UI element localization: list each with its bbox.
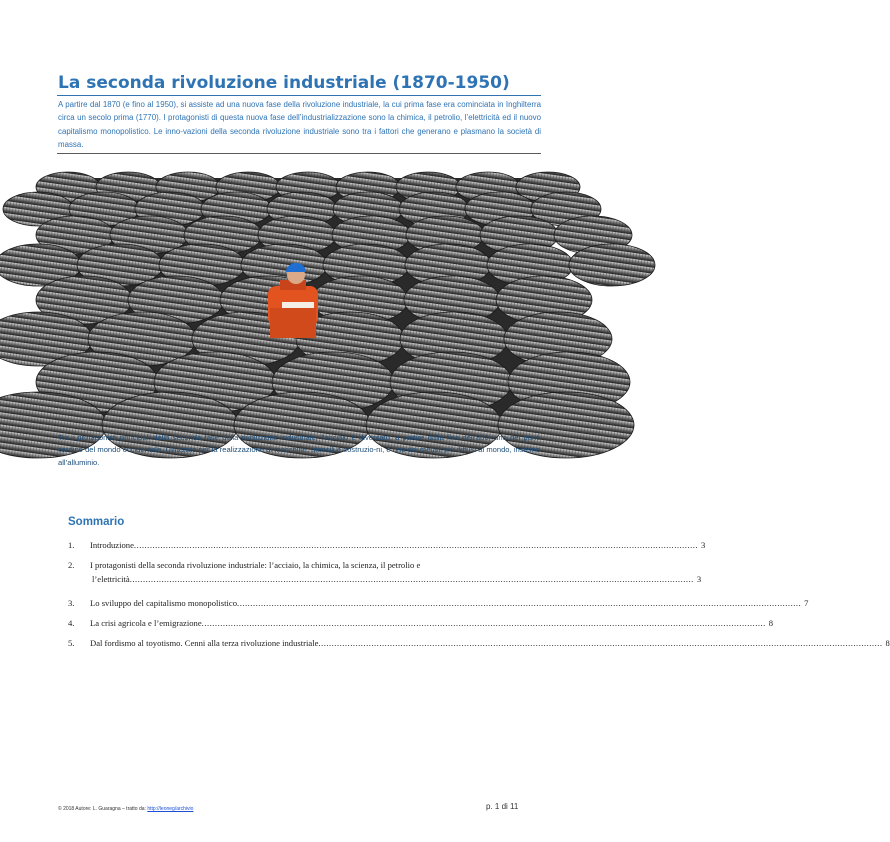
toc-page-number: 8 <box>885 638 890 648</box>
toc-leader-dots: ..................................................................................................................................................................................................................... <box>129 574 694 584</box>
toc-page-number: 8 <box>768 618 774 628</box>
toc-page-number: 3 <box>696 574 702 584</box>
toc-item-label: Dal fordismo al toyotismo. Cenni alla terza rivoluzione industriale <box>90 638 319 648</box>
toc-page-number: 7 <box>804 598 809 608</box>
page-title: La seconda rivoluzione industriale (1870-1950) <box>58 73 510 93</box>
steel-coils-photo <box>58 178 540 430</box>
toc-leader-dots: ..................................................................................................................................................................................................................... <box>237 598 802 608</box>
toc-heading: Sommario <box>68 516 125 528</box>
toc-item-label: Introduzione <box>90 540 134 550</box>
footer-link[interactable]: http://leoneg/archivio <box>147 806 194 812</box>
toc-leader-dots: ..................................................................................................................................................................................................................... <box>201 618 766 628</box>
toc-leader-dots: ..................................................................................................................................................................................................................... <box>133 540 699 550</box>
toc-leader-dots: ..................................................................................................................................................................................................................... <box>318 638 883 648</box>
toc-item-label: La crisi agricola e l’emigrazione <box>90 618 202 628</box>
intro-divider <box>57 153 541 154</box>
intro-paragraph: A partire dal 1870 (e fino al 1950), si assiste ad una nuova fase della rivoluzione industriale, la cui prima fase era cominciata in Inghilterra circa un secolo prima (1770). I protagonisti di questa nuova fase dell’industrializzazione sono la chimica, il petrolio, l’elettricità ed il nuovo capitalismo monopolistico. Le inno-vazioni della seconda rivoluzione industriale sono tra i fattori che generano e plasmano la società di massa. <box>58 100 541 150</box>
toc-item-label: Lo sviluppo del capitalismo monopolistico <box>90 598 238 608</box>
page-number: p. 1 di 11 <box>486 802 519 811</box>
photo-caption: Tra i protagonisti principali della seconda fase della rivoluzione industriale, l’acciaio è diventato, a partire dalla fine dell’800, uno dei punti cardine del mondo occidentale. Utilizzato per la realizzazione di macchine, utensili e costruzio-ni, è uno dei metalli più diffusi al mondo, insieme all’alluminio. <box>58 433 540 467</box>
toc-item-label-cont: l’elettricità <box>92 574 130 584</box>
toc-page-number: 3 <box>701 540 706 550</box>
title-underline <box>57 95 541 96</box>
toc-item-label: I protagonisti della seconda rivoluzione industriale: l’acciaio, la chimica, la scienza, il petrolio e <box>90 560 421 570</box>
footer-credits: © 2018 Autore: L. Guaragna – tratto da: http://leoneg/archivio <box>58 806 194 812</box>
